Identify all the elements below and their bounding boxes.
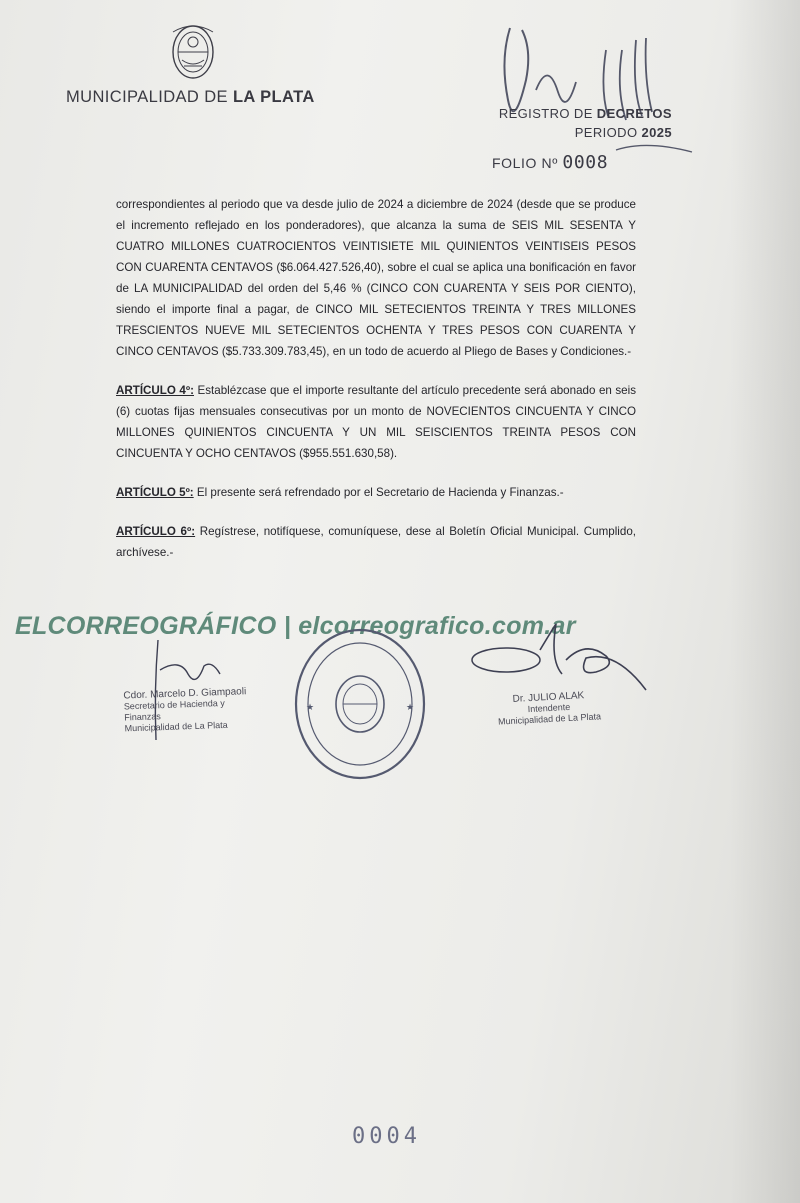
registry-line-2-bold: 2025 [641,125,672,140]
article-6-label: ARTÍCULO 6º: [116,525,196,538]
secretary-org: Municipalidad de La Plata [124,719,228,734]
coat-of-arms-icon [170,22,216,82]
intendente-name: Dr. JULIO ALAK [512,690,585,705]
registry-line-2-prefix: PERIODO [574,125,642,140]
intendente-signature-block [483,689,615,729]
page-shadow [730,0,800,1203]
svg-text:★: ★ [306,702,315,712]
article-4-label: ARTÍCULO 4º: [116,384,194,397]
registry-line-1-prefix: REGISTRO DE [498,106,597,121]
svg-text:★: ★ [406,702,415,712]
watermark: ELCORREOGRÁFICO | elcorreografico.com.ar [15,612,576,640]
folio-label: FOLIO Nº [492,155,558,171]
page-number-stamp: 0004 [352,1124,421,1149]
municipality-prefix: MUNICIPALIDAD DE [66,88,233,106]
municipality-name: LA PLATA [232,88,315,106]
article-4-text: Establézcase que el importe resultante del artículo precedente será abonado en seis (6) cuotas fijas mensuales consecutivas por un monto de NOVECIENTOS CINCUENTA Y CINCO MILLONES QUINIENTOS CINCUENTA Y UN MIL SEISCIENTOS TREINTA PESOS CON CINCUENTA Y OCHO CENTAVOS ($955.551.630,58). [116,384,636,460]
folio-number: 0008 [562,152,609,173]
article-6-text: Regístrese, notifíquese, comuníquese, dese al Boletín Oficial Municipal. Cumplido, archívese.- [116,525,636,559]
secretary-title: Secretario de Hacienda y Finanzas [123,697,226,723]
intendente-title: Intendente [527,701,571,715]
registry-line-2 [492,123,672,142]
article-5 [116,482,636,503]
secretary-signature-block [123,686,264,735]
intendente-org: Municipalidad de La Plata [497,711,602,727]
decree-body [116,194,636,581]
intendencia-seal [290,624,430,784]
registry-stamp [492,104,672,142]
article-5-label: ARTÍCULO 5º: [116,486,194,499]
article-4 [116,380,636,464]
article-5-text: El presente será refrendado por el Secretario de Hacienda y Finanzas.- [193,486,564,499]
article-6 [116,521,636,563]
continuation-paragraph: correspondientes al periodo que va desde julio de 2024 a diciembre de 2024 (desde que se produce el incremento reflejado en los ponderadores), que alcanza la suma de SEIS MIL SESENTA Y CUATRO MILLONES CUATROCIENTOS VEINTISIETE MIL QUINIENTOS VEINTISEIS PESOS CON CUARENTA CENTAVOS ($6.064.427.526,40), sobre el cual se aplica una bonificación en favor de LA MUNICIPALIDAD del orden del 5,46 % (CINCO CON CUARENTA Y SEIS POR CIENTO), siendo el importe final a pagar, de CINCO MIL SETECIENTOS TREINTA Y TRES MILLONES TRESCIENTOS NUEVE MIL SETECIENTOS OCHENTA Y TRES PESOS CON CUARENTA Y CINCO CENTAVOS ($5.733.309.783,45), en un todo de acuerdo al Pliego de Bases y Condiciones.- [116,198,636,358]
folio-stamp [492,152,608,173]
secretary-name: Cdor. Marcelo D. Giampaoli [123,686,247,702]
registry-line-1 [492,104,672,123]
registry-line-1-bold: DECRETOS [596,106,672,121]
municipality-header [66,88,315,107]
